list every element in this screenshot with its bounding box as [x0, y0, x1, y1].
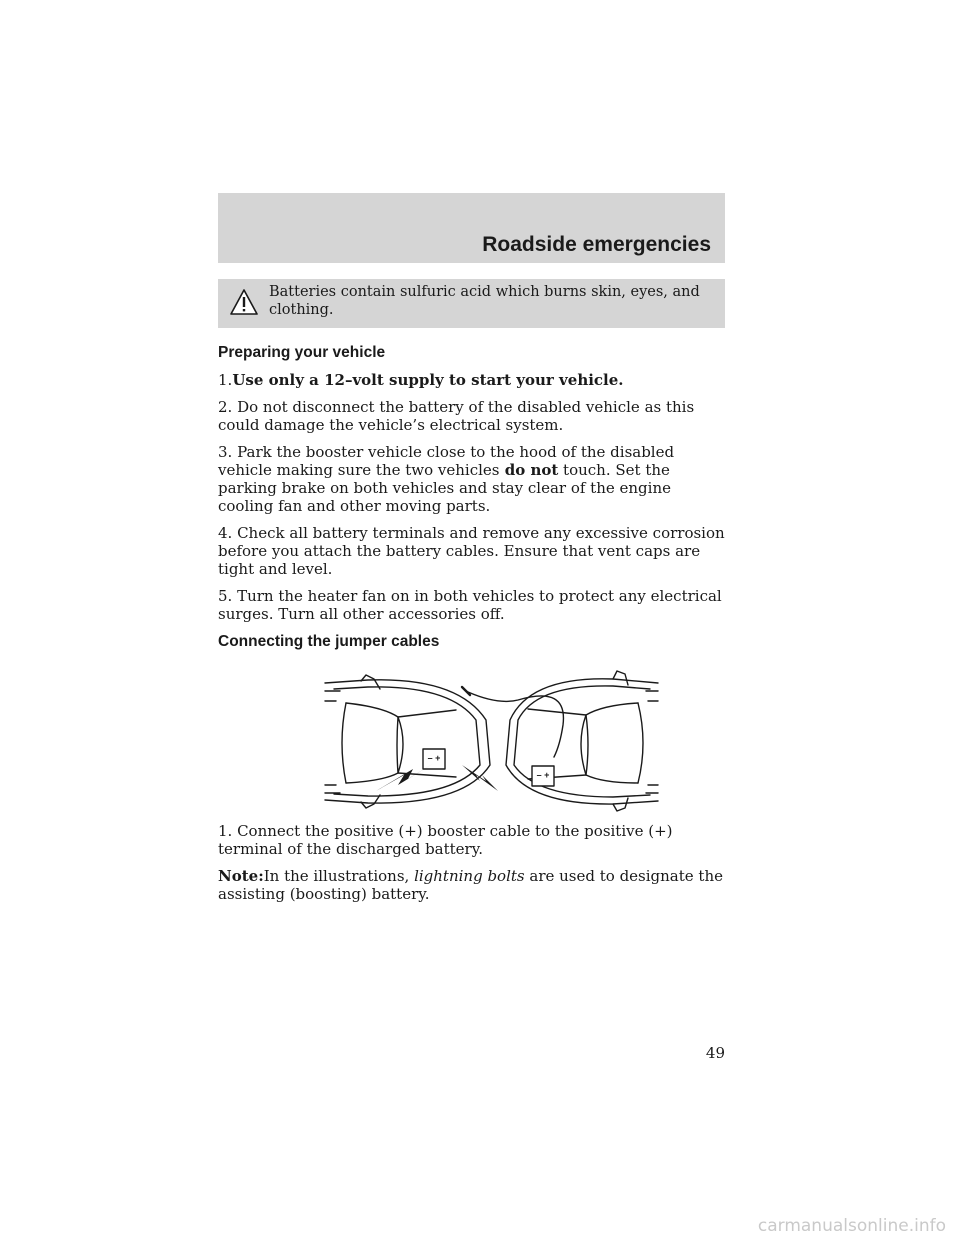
warning-box: [218, 279, 725, 328]
prep-step-1: [218, 371, 725, 389]
watermark: carmanualsonline.info: [757, 1216, 946, 1236]
page-number: 49: [705, 1044, 725, 1062]
note-text-a: In the illustrations,: [263, 867, 410, 885]
note-italic: lightning bolts: [409, 867, 525, 885]
connecting-heading: Connecting the jumper cables: [218, 633, 440, 650]
prep-step-2: 2. Do not disconnect the battery of the disabled vehicle as this could damage the vehicle’s electrical system.: [218, 398, 695, 434]
prep-step-3-bold: do not: [499, 461, 559, 479]
booster-car: [506, 671, 658, 811]
jumper-cable-illustration: [218, 665, 725, 815]
prep-step-1-num: 1.: [218, 371, 233, 389]
section-title: Roadside emergencies: [482, 233, 711, 256]
cars-diagram: [218, 665, 725, 815]
note: [218, 867, 725, 903]
preparing-heading: Preparing your vehicle: [218, 344, 386, 361]
prep-step-3-a: 3. Park the booster vehicle close to the hood of the disabled vehicle making sure the two vehicles: [218, 443, 675, 479]
prep-step-3-b: touch. Set the parking brake on both vehicles and stay clear of the engine cooling fan and other moving parts.: [218, 461, 671, 515]
prep-step-1-text: Use only a 12–volt supply to start your vehicle.: [232, 371, 624, 389]
prep-step-5: 5. Turn the heater fan on in both vehicles to protect any electrical surges. Turn all other accessories off.: [218, 587, 722, 623]
lightning-bolt-right-icon: [462, 765, 498, 791]
battery-left-label: – +: [427, 753, 441, 763]
prep-step-3: [218, 443, 725, 515]
warning-text: Batteries contain sulfuric acid which burns skin, eyes, and clothing.: [269, 284, 700, 318]
content: [218, 343, 725, 912]
note-label: Note:: [218, 867, 264, 885]
header-band: [218, 193, 725, 263]
connect-step-1: 1. Connect the positive (+) booster cable to the positive (+) terminal of the discharged battery.: [218, 822, 673, 858]
prep-step-4: 4. Check all battery terminals and remove any excessive corrosion before you attach the battery cables. Ensure that vent caps are tight and level.: [218, 524, 725, 578]
disabled-car: [325, 675, 490, 808]
battery-right-label: – +: [536, 770, 550, 780]
note-text-b: are used to designate the assisting (boosting) battery.: [218, 867, 723, 903]
warning-triangle-icon: [229, 288, 259, 316]
